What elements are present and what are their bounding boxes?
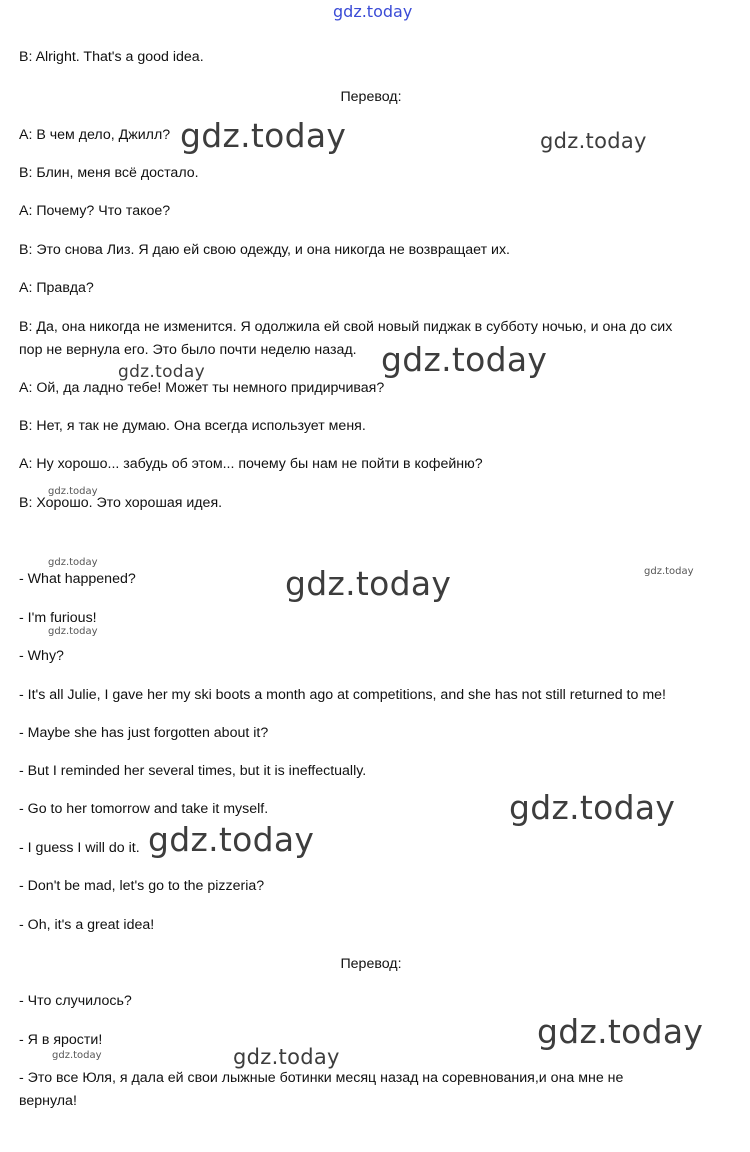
dialogue-line: - I'm furious! xyxy=(19,610,97,626)
dialogue-line: B: Блин, меня всё достало. xyxy=(19,165,199,181)
dialogue-line: - I guess I will do it. xyxy=(19,840,140,856)
translation-heading: Перевод: xyxy=(340,956,402,972)
dialogue-line: B: Нет, я так не думаю. Она всегда использует меня. xyxy=(19,418,366,434)
dialogue-line: вернула! xyxy=(19,1093,77,1109)
dialogue-line: A: Ой, да ладно тебе! Может ты немного придирчивая? xyxy=(19,380,385,396)
watermark: gdz.today xyxy=(233,1045,340,1069)
dialogue-line: - Don't be mad, let's go to the pizzeria? xyxy=(19,878,265,894)
watermark: gdz.today xyxy=(48,626,98,637)
dialogue-line: B: Хорошо. Это хорошая идея. xyxy=(19,495,223,511)
dialogue-line: B: Это снова Лиз. Я даю ей свою одежду, и она никогда не возвращает их. xyxy=(19,242,510,258)
watermark: gdz.today xyxy=(644,566,694,577)
watermark: gdz.today xyxy=(381,340,548,379)
watermark: gdz.today xyxy=(48,557,98,568)
watermark: gdz.today xyxy=(537,1012,704,1051)
translation-heading: Перевод: xyxy=(340,89,402,105)
dialogue-line: A: Ну хорошо... забудь об этом... почему бы нам не пойти в кофейню? xyxy=(19,456,483,472)
dialogue-line: A: Правда? xyxy=(19,280,94,296)
dialogue-line: - Go to her tomorrow and take it myself. xyxy=(19,801,269,817)
dialogue-line: - Why? xyxy=(19,648,64,664)
dialogue-line: - Это все Юля, я дала ей свои лыжные ботинки месяц назад на соревнования,и она мне не xyxy=(19,1070,624,1086)
watermark: gdz.today xyxy=(180,116,347,155)
watermark: gdz.today xyxy=(48,486,98,497)
dialogue-line: - Maybe she has just forgotten about it? xyxy=(19,725,269,741)
watermark: gdz.today xyxy=(285,564,452,603)
dialogue-line: - Я в ярости! xyxy=(19,1032,103,1048)
watermark: gdz.today xyxy=(118,362,205,382)
dialogue-line: - It's all Julie, I gave her my ski boots a month ago at competitions, and she has not still returned to me! xyxy=(19,687,666,703)
dialogue-line: - Что случилось? xyxy=(19,993,132,1009)
watermark: gdz.today xyxy=(52,1050,102,1061)
dialogue-line: B: Да, она никогда не изменится. Я одолжила ей свой новый пиджак в субботу ночью, и она до сих xyxy=(19,319,673,335)
watermark: gdz.today xyxy=(509,788,676,827)
watermark: gdz.today xyxy=(148,820,315,859)
watermark-top: gdz.today xyxy=(333,2,413,21)
dialogue-line: пор не вернула его. Это было почти неделю назад. xyxy=(19,342,357,358)
dialogue-line: A: В чем дело, Джилл? xyxy=(19,127,171,143)
dialogue-line: A: Почему? Что такое? xyxy=(19,203,171,219)
dialogue-line: B: Alright. That's a good idea. xyxy=(19,49,204,65)
dialogue-line: - But I reminded her several times, but it is ineffectually. xyxy=(19,763,367,779)
dialogue-line: - Oh, it's a great idea! xyxy=(19,917,155,933)
dialogue-line: - What happened? xyxy=(19,571,136,587)
watermark: gdz.today xyxy=(540,129,647,153)
